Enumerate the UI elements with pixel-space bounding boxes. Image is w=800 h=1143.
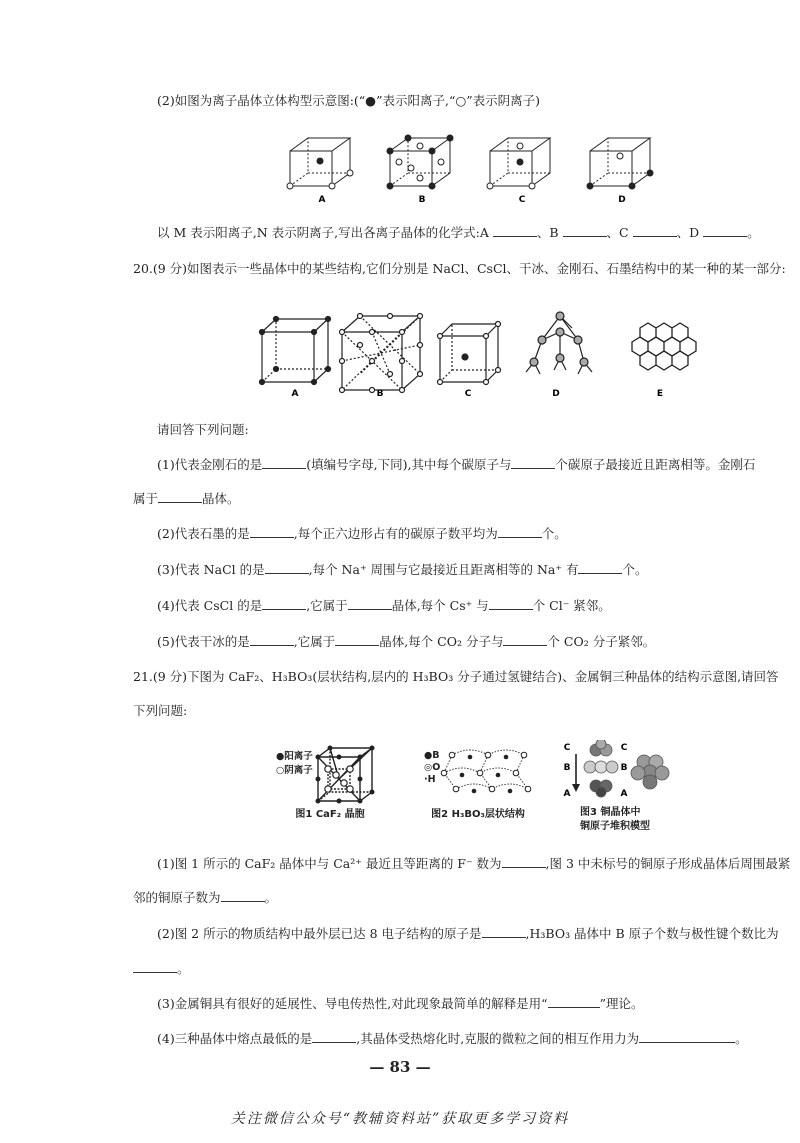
answer-blank[interactable] xyxy=(502,855,546,868)
q20-sub2: (2)代表石墨的是 ,每个正六边形占有的碳原子数平均为 个。 xyxy=(157,526,567,541)
fig3-label-b-right: B xyxy=(620,763,628,773)
q20-sub1: (1)代表金刚石的是 (填编号字母,下同),其中每个碳原子与 个碳原子最接近且距离相等。金刚石 xyxy=(157,457,756,472)
q19-fig-label-b: B xyxy=(418,195,426,205)
q20-sub1-cont: 属于 晶体。 xyxy=(133,491,240,506)
q21-sub1: (1)图 1 所示的 CaF₂ 晶体中与 Ca²⁺ 最近且等距离的 F⁻ 数为 ,图 3 中未标号的铜原子形成晶体后周围最紧 xyxy=(157,856,791,871)
q21-stem: 21.(9 分)下图为 CaF₂、H₃BO₃(层状结构,层内的 H₃BO₃ 分子通过氢键结合)、金属铜三种晶体的结构示意图,请回答 xyxy=(133,669,779,684)
answer-blank[interactable] xyxy=(250,633,294,646)
q20-sub4: (4)代表 CsCl 的是 ,它属于 晶体,每个 Cs⁺ 与 个 Cl⁻ 紧邻。 xyxy=(157,598,611,613)
fig2-legend-o: ◎O xyxy=(424,762,441,773)
q19-answer-line: 以 M 表示阳离子,N 表示阴离子,写出各离子晶体的化学式:A 、B 、C 、D 。 xyxy=(157,225,760,240)
q20-sub5: (5)代表干冰的是 ,它属于 晶体,每个 CO₂ 分子与 个 CO₂ 分子紧邻。 xyxy=(157,634,656,649)
q19-2-prompt: (2)如图为离子晶体立体构型示意图:(“●”表示阳离子,“○”表示阴离子) xyxy=(157,93,541,108)
q19-fig-label-d: D xyxy=(618,195,626,205)
q20-fig-label-d: D xyxy=(552,389,560,399)
q20-fig-label-e: E xyxy=(656,389,664,399)
q20-stem: 20.(9 分)如图表示一些晶体中的某些结构,它们分别是 NaCl、CsCl、干冰、金刚石、石墨结构中的某一种的某一部分: xyxy=(133,261,786,276)
answer-blank[interactable] xyxy=(503,633,547,646)
answer-blank[interactable] xyxy=(262,456,306,469)
fig3-label-b-left: B xyxy=(563,763,571,773)
q21-sub2-cont: 。 xyxy=(133,960,190,978)
fig2-caption: 图2 H₃BO₃层状结构 xyxy=(431,809,525,820)
answer-blank[interactable] xyxy=(250,525,294,538)
q20-ask: 请回答下列问题: xyxy=(157,422,249,437)
fig1-legend xyxy=(276,750,313,778)
fig3-caption-line1: 图3 铜晶体中 xyxy=(580,807,641,818)
q21-fig3-cu-packing xyxy=(560,740,680,800)
answer-blank[interactable] xyxy=(563,224,607,237)
fig3-label-c-right: C xyxy=(620,743,628,753)
q21-sub1-cont: 邻的铜原子数为 。 xyxy=(133,890,278,905)
answer-blank[interactable] xyxy=(633,224,677,237)
q21-sub2: (2)图 2 所示的物质结构中最外层已达 8 电子结构的原子是 ,H₃BO₃ 晶体中 B 原子个数与极性键个数比为 xyxy=(157,926,779,941)
fig1-caption: 图1 CaF₂ 晶胞 xyxy=(295,809,365,820)
answer-blank[interactable] xyxy=(498,525,542,538)
answer-blank[interactable] xyxy=(548,995,600,1008)
answer-blank[interactable] xyxy=(639,1030,735,1043)
answer-blank[interactable] xyxy=(265,561,309,574)
q19-fig-label-c: C xyxy=(518,195,526,205)
q21-fig2-h3bo3-layer xyxy=(430,745,540,800)
fig1-legend-anion: ○阴离子 xyxy=(276,765,313,776)
q20-sub3: (3)代表 NaCl 的是 ,每个 Na⁺ 周围与它最接近且距离相等的 Na⁺ 有 个。 xyxy=(157,562,648,577)
q20-fig-label-b: B xyxy=(376,389,384,399)
answer-blank[interactable] xyxy=(312,1030,356,1043)
answer-blank[interactable] xyxy=(482,925,526,938)
fig2-legend-h: ·H xyxy=(424,774,436,785)
fig2-legend-b: ●B xyxy=(424,750,440,761)
answer-blank[interactable] xyxy=(335,633,379,646)
answer-blank[interactable] xyxy=(511,456,555,469)
fig3-label-a-left: A xyxy=(563,789,571,799)
q20-fig-label-c: C xyxy=(464,389,472,399)
q21-stem-cont: 下列问题: xyxy=(133,703,188,718)
answer-blank[interactable] xyxy=(703,224,747,237)
q20-crystal-figures xyxy=(250,300,710,400)
answer-blank[interactable] xyxy=(133,960,177,973)
answer-blank[interactable] xyxy=(158,490,202,503)
answer-blank[interactable] xyxy=(489,597,533,610)
answer-blank[interactable] xyxy=(578,561,622,574)
fig3-label-c-left: C xyxy=(563,743,571,753)
answer-blank[interactable] xyxy=(221,889,265,902)
q21-sub4: (4)三种晶体中熔点最低的是 ,其晶体受热熔化时,克服的微粒之间的相互作用力为 。 xyxy=(157,1031,748,1046)
q19-fig-label-a: A xyxy=(318,195,326,205)
answer-blank[interactable] xyxy=(348,597,392,610)
answer-blank[interactable] xyxy=(262,597,306,610)
answer-blank[interactable] xyxy=(493,224,537,237)
q20-fig-label-a: A xyxy=(291,389,299,399)
footer-promo: 关注微信公众号“教辅资料站”获取更多学习资料 xyxy=(230,1111,570,1127)
fig2-legend xyxy=(424,750,440,786)
q19-ionic-crystal-figures xyxy=(280,126,680,206)
fig3-label-a-right: A xyxy=(620,789,628,799)
fig3-caption xyxy=(580,806,690,834)
fig1-legend-cation: ●阳离子 xyxy=(276,751,313,762)
q21-sub3: (3)金属铜具有很好的延展性、导电传热性,对此现象最简单的解释是用“ ”理论。 xyxy=(157,996,644,1011)
fig3-caption-line2: 铜原子堆积模型 xyxy=(580,821,650,832)
page-number: — 83 — xyxy=(369,1058,431,1076)
